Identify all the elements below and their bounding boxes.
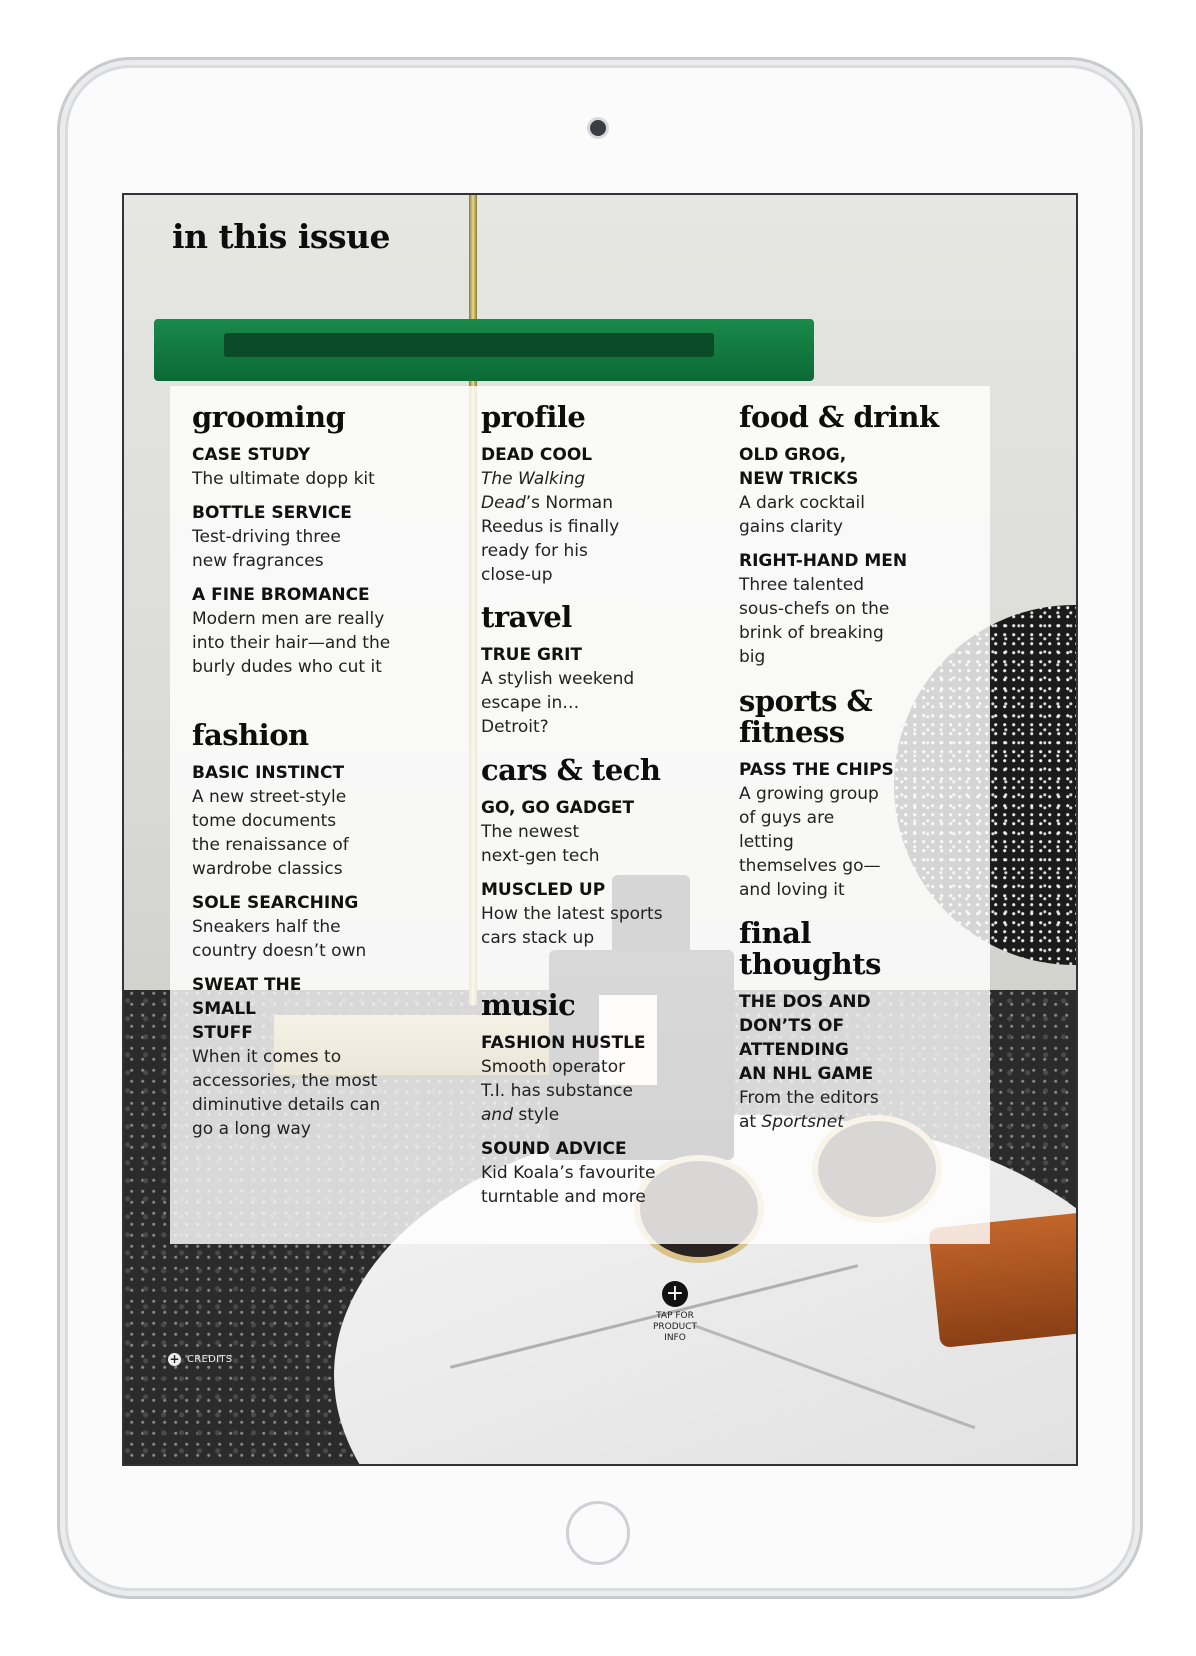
article-dek: Test-driving three new fragrances [192, 527, 341, 571]
article-entry[interactable] [739, 443, 939, 539]
section-title: final thoughts [739, 916, 881, 981]
article-dek [739, 1086, 879, 1134]
article-dek: When it comes to accessories, the most diminutive details can go a long way [192, 1047, 381, 1139]
article-headline: GO, GO GADGET [481, 798, 635, 818]
section-cars-tech[interactable] [481, 755, 666, 960]
article-headline: BOTTLE SERVICE [192, 503, 352, 523]
article-entry[interactable] [192, 443, 392, 491]
home-button[interactable] [566, 1501, 630, 1565]
dek-italic: and [481, 1105, 513, 1125]
article-dek: A dark cocktail gains clarity [739, 493, 865, 537]
section-title: fashion [192, 718, 309, 752]
article-headline: FASHION HUSTLE [481, 1033, 646, 1053]
article-dek: The newest next-gen tech [481, 822, 600, 866]
section-title: grooming [192, 400, 346, 434]
article-dek: A stylish weekend escape in…Detroit? [481, 669, 635, 737]
product-info-button[interactable] [644, 1281, 706, 1344]
article-dek [481, 1055, 641, 1127]
dek-italic: The Walking Dead [481, 469, 586, 513]
section-title: profile [481, 400, 586, 434]
article-headline: SOUND ADVICE [481, 1139, 627, 1159]
product-info-label: TAP FOR PRODUCT INFO [652, 1311, 698, 1343]
article-entry[interactable] [481, 643, 641, 739]
background-lamp-shade-inner [224, 333, 714, 357]
section-fashion[interactable] [192, 720, 382, 1151]
dek-italic: Sportsnet [761, 1112, 844, 1132]
article-dek: Sneakers half the country doesn’t own [192, 917, 367, 961]
dek-text: ’s Norman Reedus is finally ready for his close-up [481, 493, 620, 585]
plus-icon: + [662, 1281, 688, 1307]
article-dek: A new street-style tome documents the renaissance of wardrobe classics [192, 787, 349, 879]
article-headline: OLD GROG, NEW TRICKS [739, 445, 859, 489]
article-headline: BASIC INSTINCT [192, 763, 345, 783]
article-headline: THE DOS AND DON’TS OF ATTENDING AN NHL GAME [739, 992, 874, 1084]
dek-text: From the editors at [739, 1088, 879, 1132]
article-headline: SOLE SEARCHING [192, 893, 359, 913]
article-dek: A growing group of guys are letting themselves go—and loving it [739, 784, 881, 900]
section-profile[interactable] [481, 402, 641, 597]
credits-label: CREDITS [187, 1354, 233, 1365]
dek-text: Smooth operator T.I. has substance [481, 1057, 633, 1101]
article-dek: How the latest sports cars stack up [481, 904, 663, 948]
article-entry[interactable] [739, 549, 939, 669]
section-travel[interactable] [481, 602, 641, 749]
section-title: sports & fitness [739, 684, 873, 749]
dek-text-tail: style [512, 1105, 560, 1125]
article-headline: PASS THE CHIPS [739, 760, 894, 780]
article-headline: A FINE BROMANCE [192, 585, 370, 605]
article-entry[interactable] [481, 1031, 656, 1127]
article-headline: CASE STUDY [192, 445, 311, 465]
section-music[interactable] [481, 990, 656, 1219]
section-sports-fitness[interactable] [739, 686, 894, 912]
article-entry[interactable] [192, 501, 392, 573]
section-title: cars & tech [481, 753, 661, 787]
article-entry[interactable] [481, 1137, 656, 1209]
screen [122, 193, 1078, 1466]
article-headline: TRUE GRIT [481, 645, 582, 665]
article-entry[interactable] [192, 583, 392, 679]
front-camera [590, 120, 606, 136]
article-entry[interactable] [481, 443, 641, 587]
page-title: in this issue [172, 217, 391, 256]
section-title: travel [481, 600, 572, 634]
article-entry[interactable] [192, 973, 382, 1141]
article-headline: RIGHT-HAND MEN [739, 551, 908, 571]
article-headline: MUSCLED UP [481, 880, 606, 900]
section-final-thoughts[interactable] [739, 918, 879, 1144]
article-entry[interactable] [739, 990, 879, 1134]
article-headline: SWEAT THE SMALL STUFF [192, 975, 302, 1043]
article-entry[interactable] [481, 878, 666, 950]
credits-button[interactable] [168, 1353, 232, 1366]
article-dek: Kid Koala’s favourite turntable and more [481, 1163, 656, 1207]
article-headline: DEAD COOL [481, 445, 593, 465]
article-entry[interactable] [192, 891, 382, 963]
plus-icon: + [169, 1352, 180, 1366]
article-entry[interactable] [739, 758, 894, 902]
article-dek: The ultimate dopp kit [192, 469, 375, 489]
article-entry[interactable] [481, 796, 666, 868]
section-food-drink[interactable] [739, 402, 939, 679]
article-dek: Modern men are really into their hair—and the burly dudes who cut it [192, 609, 391, 677]
section-grooming[interactable] [192, 402, 392, 689]
section-title: food & drink [739, 400, 939, 434]
article-entry[interactable] [192, 761, 382, 881]
article-dek: Three talented sous-chefs on the brink of breaking big [739, 575, 890, 667]
article-dek [481, 467, 641, 587]
contents-panel [170, 386, 990, 1244]
section-title: music [481, 988, 576, 1022]
